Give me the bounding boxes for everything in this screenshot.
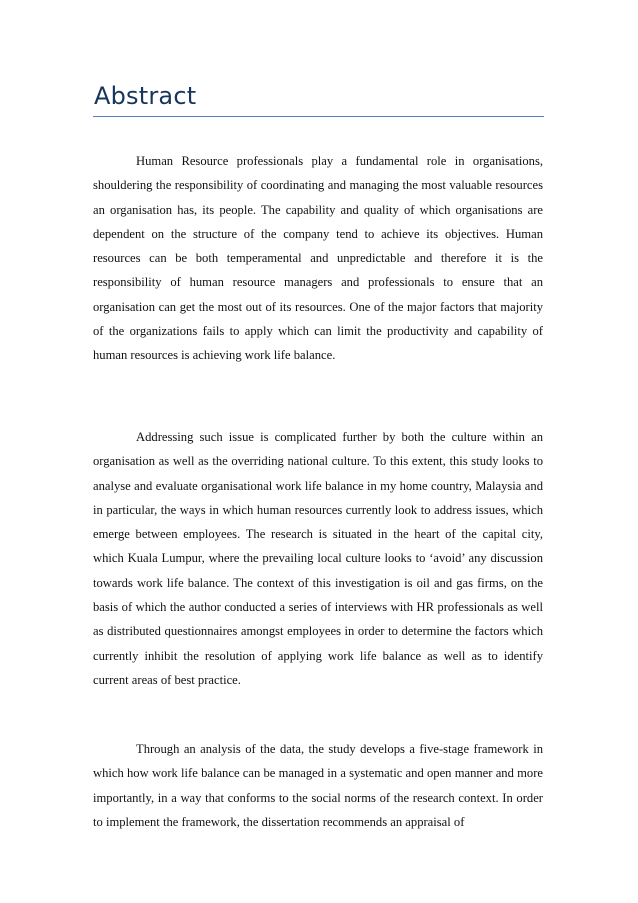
body-paragraph: Human Resource professionals play a fundamental role in organisations, shouldering the responsibility of coordinating and managing the most valuable resources an organisation has, its people. The capability and quality of which organisations are dependent on the structure of the company tend to achieve its objectives. Human resources can be both temperamental and unpredictable and therefore it is the responsibility of human resource managers and professionals to ensure that an organisation can get the most out of its resources. One of the major factors that majority of the organizations fails to apply which can limit the productivity and capability of human resources is achieving work life balance. [93, 154, 543, 363]
heading-underline [93, 116, 544, 117]
section-heading: Abstract [94, 82, 197, 110]
body-paragraph: Through an analysis of the data, the study develops a five-stage framework in which how work life balance can be managed in a systematic and open manner and more importantly, in a way that conforms to the social norms of the research context. In order to implement the framework, the dissertation recommends an appraisal of [93, 742, 543, 829]
body-paragraph: Addressing such issue is complicated further by both the culture within an organisation as well as the overriding national culture. To this extent, this study looks to analyse and evaluate organisational work life balance in my home country, Malaysia and in particular, the ways in which human resources currently look to address issues, which emerge between employees. The research is situated in the heart of the capital city, which Kuala Lumpur, where the prevailing local culture looks to ‘avoid’ any discussion towards work life balance. The context of this investigation is oil and gas firms, on the basis of which the author conducted a series of interviews with HR professionals as well as distributed questionnaires amongst employees in order to determine the factors which currently inhibit the resolution of applying work life balance as well as to identify current areas of best practice. [93, 430, 543, 687]
